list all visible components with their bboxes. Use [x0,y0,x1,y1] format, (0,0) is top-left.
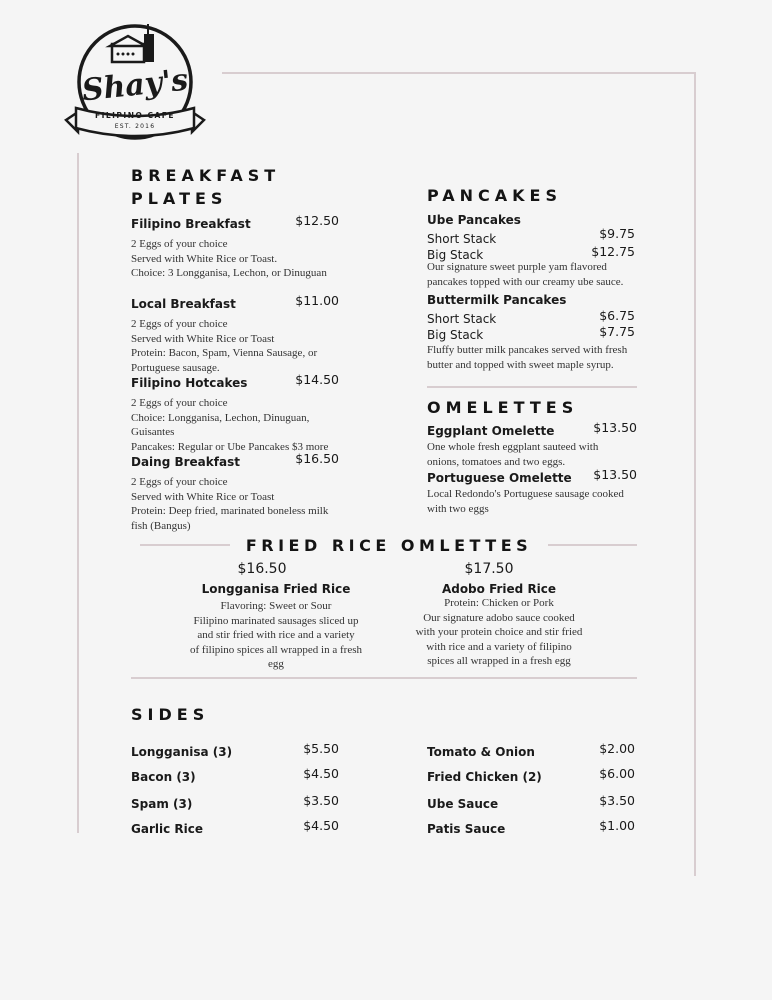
item-description: 2 Eggs of your choice Served with White Rice or Toast Protein: Deep fried, marinated boneless milk fish (Bangus) [131,476,329,532]
side-item: Ube Sauce $3.50 [427,793,635,811]
item-description: Protein: Chicken or Pork Our signature adobo sauce cooked with your protein choice and stir fried with rice and a variety of filipino spices all wrapped in a fresh egg [415,597,583,667]
side-item: Garlic Rice $4.50 [131,818,339,836]
menu-item-filipino-breakfast [131,213,341,281]
breakfast-heading-line2: PLATES [131,189,228,208]
frame-right-line [694,72,696,876]
item-description: 2 Eggs of your choice Choice: Longganisa, Lechon, Dinuguan, Guisantes Pancakes: Regular or Ube Pancakes $3 more [131,397,329,453]
item-name: Filipino Breakfast [131,217,251,231]
side-item: Spam (3) $3.50 [131,793,339,811]
logo-name: Shay's [80,62,190,109]
frame-top-line [222,72,696,74]
menu-item-longganisa-fried-rice [176,561,376,672]
side-item: Fried Chicken (2) $6.00 [427,766,635,784]
size-row: Short Stack $6.75 [427,308,635,326]
item-name: Ube Pancakes [427,213,521,227]
fried-rice-divider-left [140,544,230,546]
item-description: One whole fresh eggplant sauteed with onions, tomatoes and two eggs. [427,441,599,468]
menu-item-buttermilk-pancakes [427,293,637,372]
item-name: Local Breakfast [131,297,236,311]
menu-item-portuguese-omelette [427,467,637,516]
item-description: 2 Eggs of your choice Served with White Rice or Toast Protein: Bacon, Spam, Vienna Sausage, or Portuguese sausage. [131,318,318,374]
item-description: 2 Eggs of your choice Served with White Rice or Toast. Choice: 3 Longganisa, Lechon, or Dinuguan [131,238,327,279]
size-row: Big Stack $12.75 [427,244,635,262]
cafe-logo [62,16,208,146]
side-item: Tomato & Onion $2.00 [427,741,635,759]
logo-tagline: FILIPINO CAFE [94,111,176,120]
item-name: Longganisa Fried Rice [201,582,351,596]
item-description: Fluffy butter milk pancakes served with fresh butter and topped with sweet maple syrup. [427,344,628,371]
menu-item-daing-breakfast [131,451,341,533]
menu-item-filipino-hotcakes [131,372,341,454]
item-price: $13.50 [593,467,637,482]
section-divider [427,386,637,388]
item-name: Buttermilk Pancakes [427,293,567,307]
item-price: $17.50 [464,561,514,577]
item-name: Filipino Hotcakes [131,376,248,390]
item-price: $16.50 [237,561,287,577]
item-price: $16.50 [295,451,339,466]
menu-item-local-breakfast [131,293,341,375]
item-name: Daing Breakfast [131,455,240,469]
menu-item-eggplant-omelette [427,420,637,469]
logo-established: EST. 2016 [114,123,156,130]
item-name: Portuguese Omelette [427,471,572,485]
omelettes-heading: OMELETTES [427,398,579,417]
side-item: Patis Sauce $1.00 [427,818,635,836]
frame-left-line [77,153,79,833]
item-price: $13.50 [593,420,637,435]
item-description: Our signature sweet purple yam flavored pancakes topped with our creamy ube sauce. [427,261,624,288]
sides-heading: SIDES [131,705,210,724]
side-item: Bacon (3) $4.50 [131,766,339,784]
menu-item-ube-pancakes [427,213,637,289]
item-price: $14.50 [295,372,339,387]
size-row: Short Stack $9.75 [427,226,635,246]
breakfast-heading-line1: BREAKFAST [131,166,281,185]
fried-rice-divider-right [548,544,637,546]
fried-rice-heading: FRIED RICE OMLETTES [245,536,533,555]
item-name: Adobo Fried Rice [441,582,557,596]
size-row: Big Stack $7.75 [427,324,635,342]
item-description: Flavoring: Sweet or Sour Filipino marinated sausages sliced up and stir fried with rice and a variety of filipino spices all wrapped in a fresh egg [190,600,362,670]
section-divider [131,677,637,679]
item-price: $12.50 [295,213,339,228]
side-item: Longganisa (3) $5.50 [131,741,339,759]
menu-item-adobo-fried-rice [399,561,599,669]
pancakes-heading: PANCAKES [427,186,563,205]
item-description: Local Redondo's Portuguese sausage cooked with two eggs [427,488,624,515]
item-name: Eggplant Omelette [427,424,555,438]
item-price: $11.00 [295,293,339,308]
